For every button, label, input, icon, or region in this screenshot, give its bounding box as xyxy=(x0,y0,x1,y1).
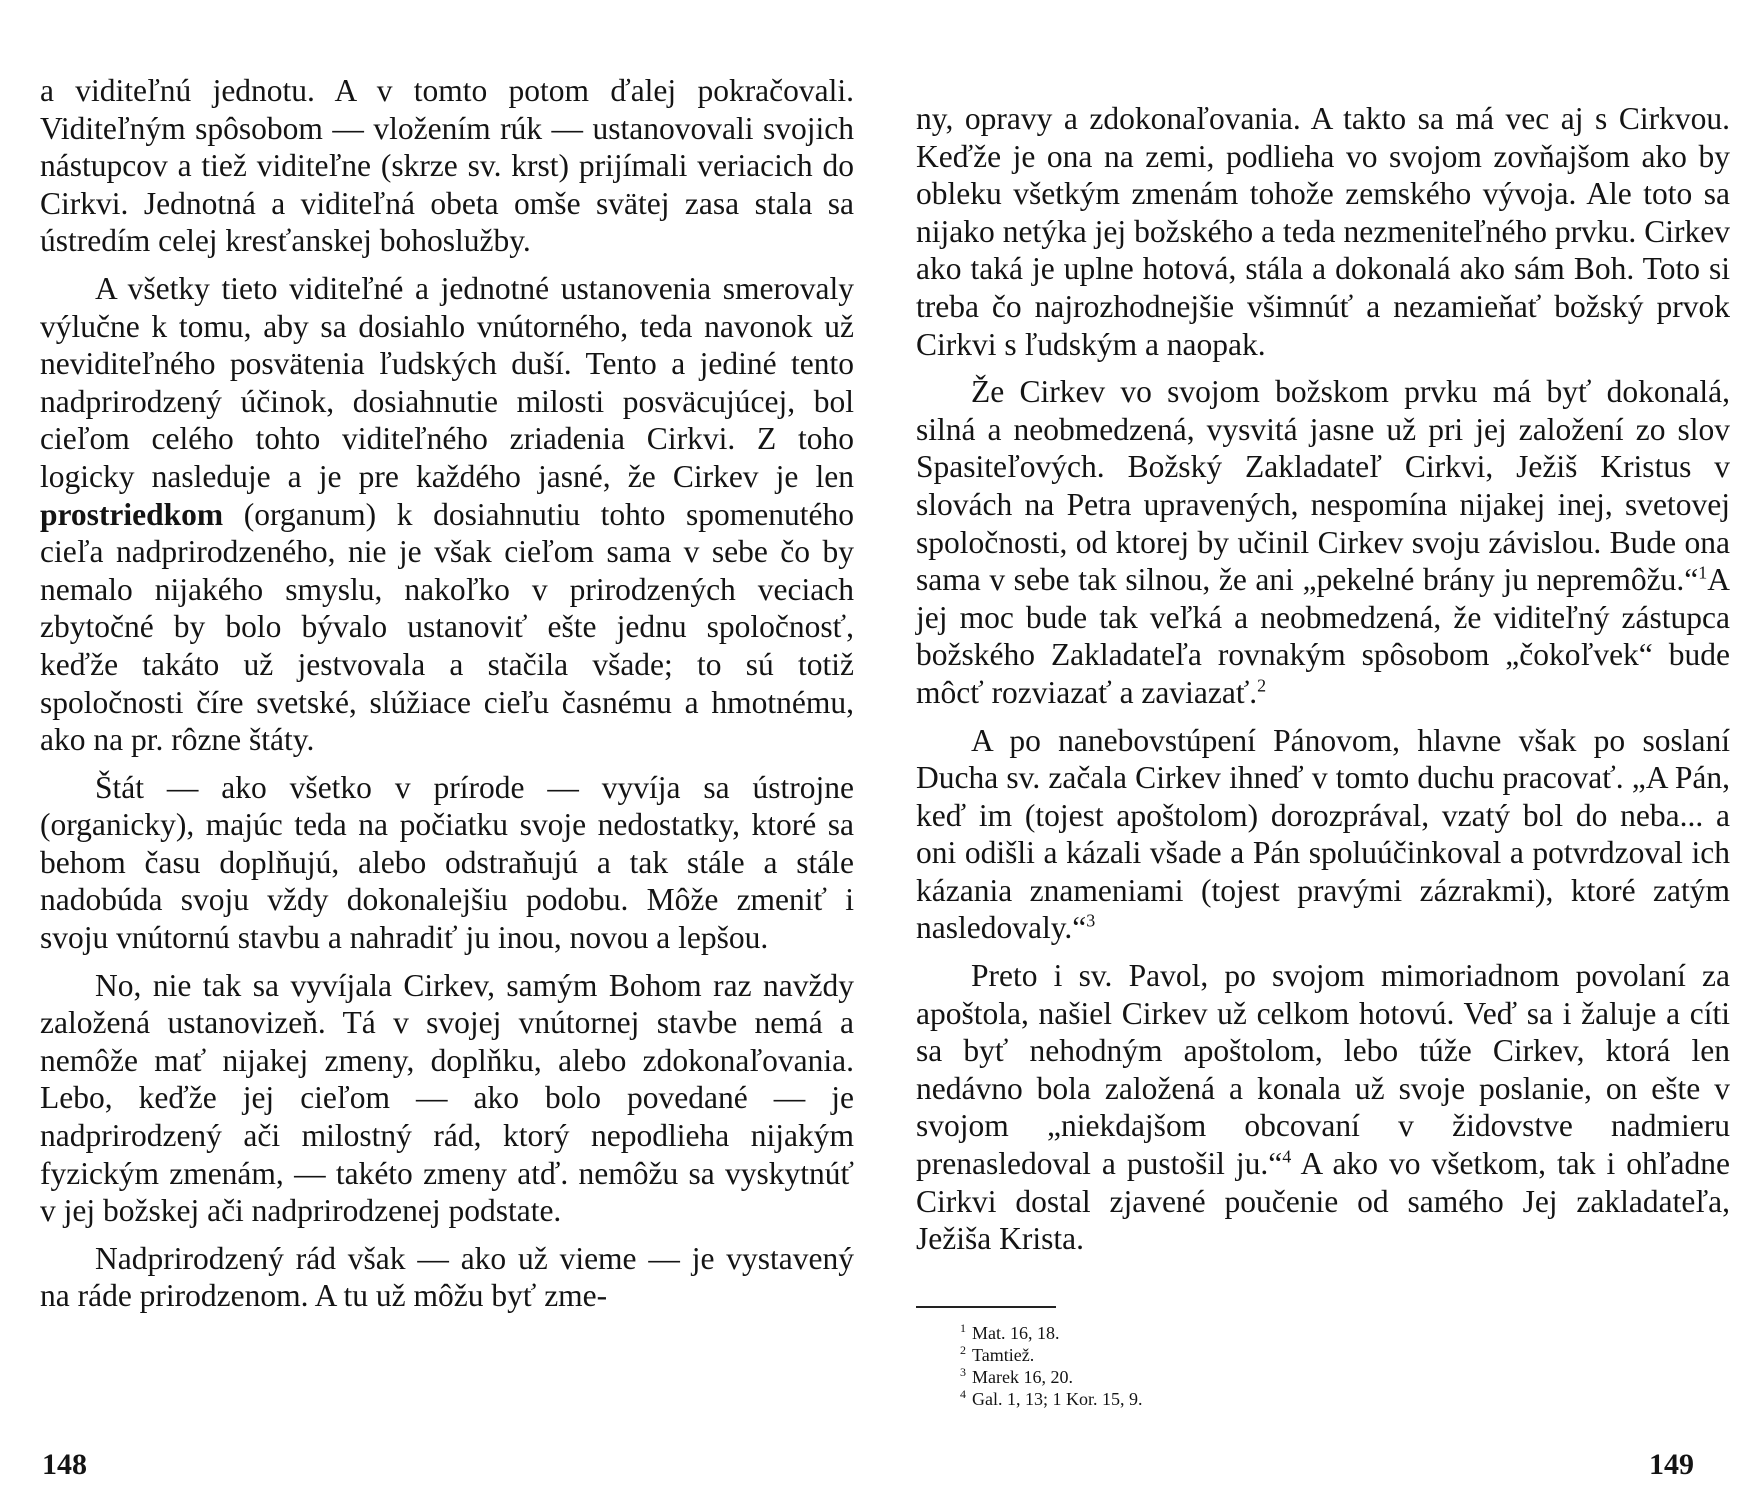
right-page xyxy=(876,0,1752,1500)
footnote-number: 4 xyxy=(960,1387,966,1401)
paragraph xyxy=(916,957,1730,1258)
paragraph-text: A po nanebovstúpení Pánovom, hlavne však po soslaní Ducha sv. začala Cirkev ihneď v tomto duchu pracovať. „A Pán, keď im (tojest apoštolom) dorozprával, vzatý bol do neba... a oni odišli a kázali všade a Pán spoluúčinkoval a potvrdzoval ich kázania znameniami (tojest pravými zázrakmi), ktoré zatým nasledovaly.“ xyxy=(916,722,1730,946)
paragraph: Štát — ako všetko v prírode — vyvíja sa ústrojne (organicky), majúc teda na počiatku svoje nedostatky, ktoré sa behom času doplňujú, alebo odstraňujú a tak stále a stále nadobúda svoju vždy dokonalejšiu podobu. Môže zmeniť i svoju vnútornú stavbu a nahradiť ju inou, novou a lepšou. xyxy=(40,769,854,956)
page-number: 148 xyxy=(42,1448,87,1481)
emphasized-term: prostriedkom xyxy=(40,496,224,532)
footnote-text: Mat. 16, 18. xyxy=(972,1323,1060,1343)
paragraph xyxy=(40,270,854,759)
footnote-separator xyxy=(916,1306,1056,1308)
paragraph: Nadprirodzený rád však — ako už vieme — je vystavený na ráde prirodzenom. A tu už môžu byť zme- xyxy=(40,1240,854,1314)
paragraph-text: A všetky tieto viditeľné a jednotné ustanovenia smerovaly výlučne k tomu, aby sa dosiahlo vnútorného, teda navonok už neviditeľného posvätenia ľudských duší. Tento a jediné tento nadprirodzený účinok, dosiahnutie milosti posväcujúcej, bol cieľom celého tohto viditeľného zriadenia Cirkvi. Z toho logicky nasleduje a je pre každého jasné, že Cirkev je len xyxy=(40,270,854,494)
paragraph-text: Že Cirkev vo svojom božskom prvku má byť dokonalá, silná a neobmedzená, vysvitá jasne už pri jej založení zo slov Spasiteľových. Božský Zakladateľ Cirkvi, Ježiš Kristus v slovách na Petra upravených, nespomína nijakej inej, svetovej spoločnosti, od ktorej by učinil Cirkev svoju závislou. Bude ona sama v sebe tak silnou, že ani „pekelné brány ju nepremôžu.“ xyxy=(916,374,1730,598)
footnote-text: Gal. 1, 13; 1 Kor. 15, 9. xyxy=(972,1389,1143,1409)
left-text-column xyxy=(40,72,854,1325)
right-text-column xyxy=(916,100,1730,1268)
footnote-number: 3 xyxy=(960,1365,966,1379)
paragraph-text: (organum) k dosiahnutiu tohto spomenutého cieľa nadprirodzeného, nie je však cieľom sama v sebe čo by nemalo nijakého smyslu, nakoľko v prirodzených veciach zbytočné by bolo bývalo ustanoviť ešte jednu spoločnosť, keďže takáto už jestvovala a stačila všade; to sú totiž spoločnosti číre svetské, slúžiace cieľu časnému a hmotnému, ako na pr. rôzne štáty. xyxy=(40,496,854,758)
paragraph: a viditeľnú jednotu. A v tomto potom ďalej pokračovali. Viditeľným spôsobom — vložením rúk — ustanovovali svojich nástupcov a tiež viditeľne (skrze sv. krst) prijímali veriacich do Cirkvi. Jednotná a viditeľná obeta omše svätej zasa stala sa ústredím celej kresťanskej bohoslužby. xyxy=(40,73,854,259)
footnote-text: Marek 16, 20. xyxy=(972,1367,1073,1387)
footnote-reference: 1 xyxy=(1698,562,1708,583)
paragraph: ny, opravy a zdokonaľovania. A takto sa má vec aj s Cirkvou. Keďže je ona na zemi, podlieha vo svojom zovňajšom ako by obleku všetkým zmenám tohože zemského vývoja. Ale toto sa nijako netýka jej božského a teda nezmeniteľného prvku. Cirkev ako taká je uplne hotová, stála a dokonalá ako sám Boh. Toto si treba čo najrozhodnejšie všimnúť a nezamieňať božský prvok Cirkvi s ľudským a naopak. xyxy=(916,101,1730,362)
paragraph-text: A jej moc bude tak veľká a neobmedzená, že viditeľný zástupca božského Zakladateľa rovnakým spôsobom „čokoľvek“ bude môcť rozviazať a zaviazať. xyxy=(916,562,1730,710)
footnote-reference: 3 xyxy=(1086,910,1096,931)
page-number: 149 xyxy=(1649,1448,1694,1481)
footnote xyxy=(960,1388,1143,1410)
footnote xyxy=(960,1344,1143,1366)
footnote-number: 2 xyxy=(960,1343,966,1357)
footnote-number: 1 xyxy=(960,1321,966,1335)
paragraph-text: A ako vo všetkom, tak i ohľadne Cirkvi dostal zjavené poučenie od samého Jej zakladateľa, Ježiša Krista. xyxy=(916,1146,1731,1257)
footnote-text: Tamtiež. xyxy=(972,1345,1035,1365)
paragraph xyxy=(916,373,1730,711)
footnote-reference: 4 xyxy=(1282,1146,1292,1167)
footnote xyxy=(960,1322,1143,1344)
footnotes xyxy=(960,1322,1143,1410)
paragraph-text: Preto i sv. Pavol, po svojom mimoriadnom povolaní za apoštola, našiel Cirkev už celkom hotovú. Veď sa i žaluje a cíti sa byť nehodným apoštolom, lebo túže Cirkev, ktorá len nedávno bola založená a konala už svoje poslanie, on ešte v svojom „niekdajšom obcovaní v židovstve nadmieru prenasledoval a pustošil ju.“ xyxy=(916,958,1730,1182)
paragraph xyxy=(916,722,1730,948)
paragraph: No, nie tak sa vyvíjala Cirkev, samým Bohom raz navždy založená ustanovizeň. Tá v svojej vnútornej stavbe nemá a nemôže mať nijakej zmeny, doplňku, alebo zdokonaľovania. Lebo, keďže jej cieľom — ako bolo povedané — je nadprirodzený ači milostný rád, ktorý nepodlieha nijakým fyzickým zmenám, — takéto zmeny atď. nemôžu sa vyskytnúť v jej božskej ači nadprirodzenej podstate. xyxy=(40,967,854,1229)
footnote-reference: 2 xyxy=(1257,675,1267,696)
footnote xyxy=(960,1366,1143,1388)
